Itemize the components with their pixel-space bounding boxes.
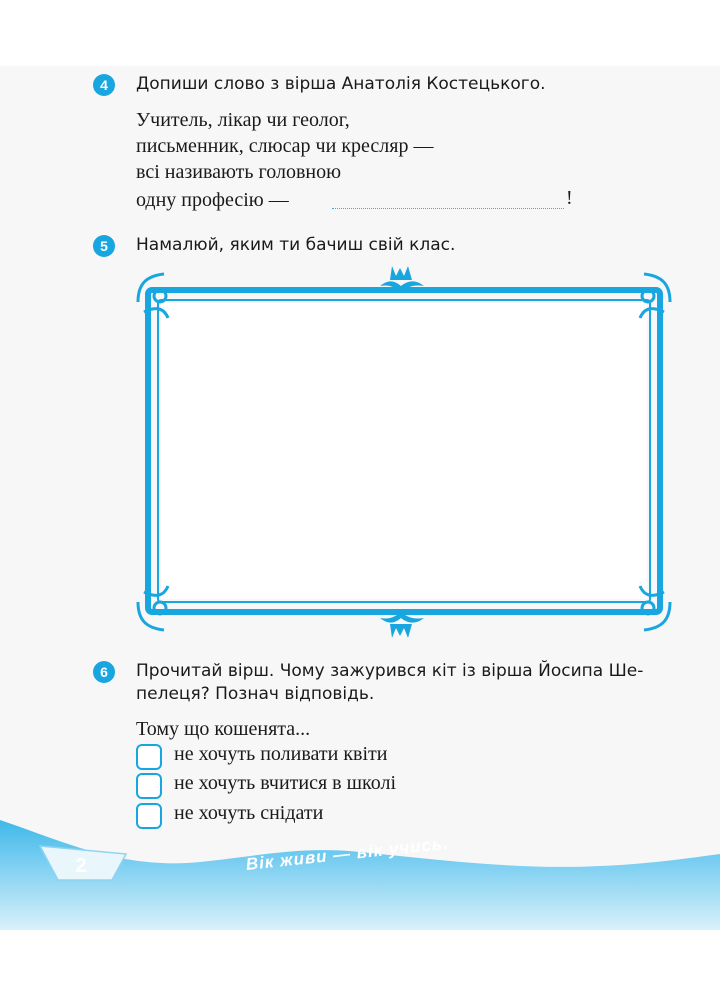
corner-ornament-bottom-right	[640, 586, 670, 630]
poem-line-1: Учитель, лікар чи геолог,	[136, 109, 350, 131]
footer-wave	[0, 800, 720, 930]
task-6-instruction-line1: Прочитай вірш. Чому зажурився кіт із вірша Йосипа Ше-	[136, 661, 644, 681]
task-5-instruction: Намалюй, яким ти бачиш свій клас.	[136, 235, 456, 255]
corner-ornament-top-right	[640, 274, 670, 318]
page-number: 2	[75, 855, 87, 877]
answer-checkbox[interactable]	[136, 744, 162, 770]
answer-option-label: не хочуть снідати	[174, 802, 324, 824]
answer-blank-line[interactable]	[332, 208, 564, 209]
task-4-instruction: Допиши слово з вірша Анатолія Костецького.	[136, 74, 546, 94]
poem-line-3: всі називають головною	[136, 161, 342, 183]
task-4-number: 4	[93, 74, 115, 96]
answer-exclamation: !	[566, 187, 573, 209]
footer-motto: Вік живи — вік учись.	[244, 833, 450, 874]
task-5-number: 5	[93, 235, 115, 257]
corner-ornament-top-left	[138, 274, 168, 318]
answer-option-label: не хочуть вчитися в школі	[174, 772, 397, 794]
task-6-instruction-line2: пелеця? Познач відповідь.	[136, 684, 375, 704]
drawing-frame[interactable]	[134, 266, 674, 638]
crown-ornament-bottom	[380, 612, 424, 638]
task-6-number: 6	[93, 661, 115, 683]
answer-lead: Тому що кошенята...	[136, 718, 311, 740]
answer-option-label: не хочуть поливати квіти	[174, 743, 388, 765]
answer-checkbox[interactable]	[136, 773, 162, 799]
corner-ornament-bottom-left	[138, 586, 168, 630]
poem-line-2: письменник, слюсар чи кресляр —	[136, 135, 434, 157]
poem-line-4: одну професію —	[136, 189, 289, 211]
